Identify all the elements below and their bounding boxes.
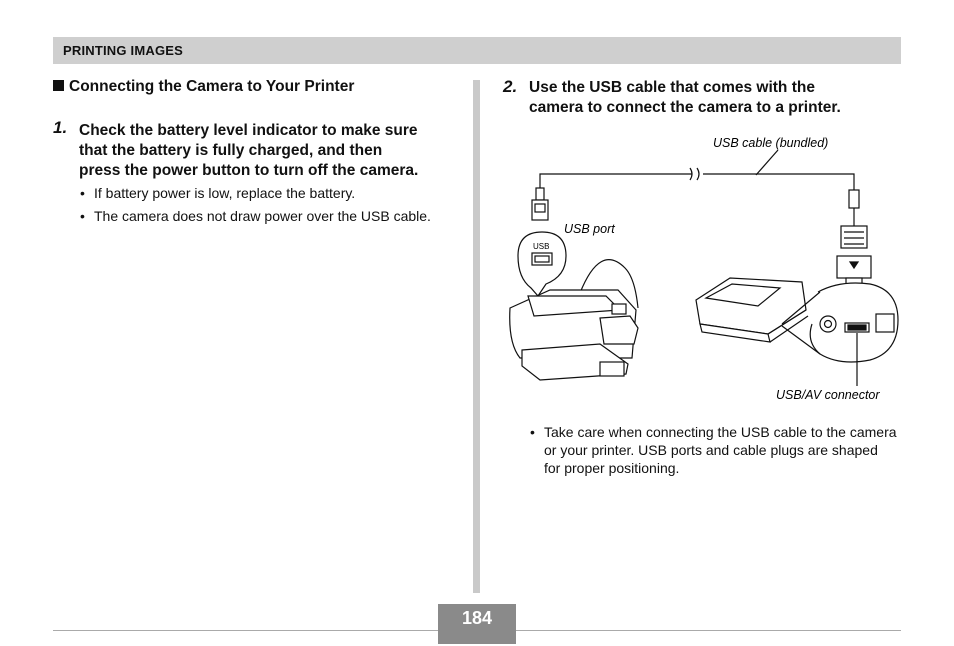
cable-label-leader	[756, 150, 778, 175]
list-item: • Take care when connecting the USB cable to the camera or your printer. USB ports and cable plugs are shaped for proper positioning.	[528, 423, 898, 477]
column-divider	[473, 80, 480, 593]
usb-av-connector-label: USB/AV connector	[776, 388, 880, 402]
step-2-notes	[528, 423, 898, 482]
usb-cable-right	[703, 174, 854, 190]
step-2-number: 2.	[503, 77, 518, 96]
section-header-bar	[53, 37, 901, 64]
step-2-text: Use the USB cable that comes with the camera to connect the camera to a printer.	[529, 79, 841, 116]
subsection-heading: Connecting the Camera to Your Printer	[53, 78, 354, 96]
usb-cable-left	[540, 174, 692, 188]
step-1-text: Check the battery level indicator to make sure that the battery is fully charged, and then press the power button to turn off the camera.	[79, 122, 419, 179]
section-title: PRINTING IMAGES	[63, 43, 184, 58]
list-item: • The camera does not draw power over the USB cable.	[78, 207, 458, 225]
page-number-badge	[438, 604, 516, 644]
step-1-number: 1.	[53, 118, 68, 137]
list-item: • If battery power is low, replace the battery.	[78, 184, 458, 202]
step-1-notes	[78, 184, 458, 230]
usb-tag: USB	[533, 242, 550, 251]
page-number: 184	[461, 608, 493, 628]
usb-cable-label: USB cable (bundled)	[713, 136, 829, 150]
usb-port-label: USB port	[564, 222, 615, 236]
square-bullet-icon	[53, 80, 64, 91]
usb-connection-diagram	[500, 128, 910, 413]
